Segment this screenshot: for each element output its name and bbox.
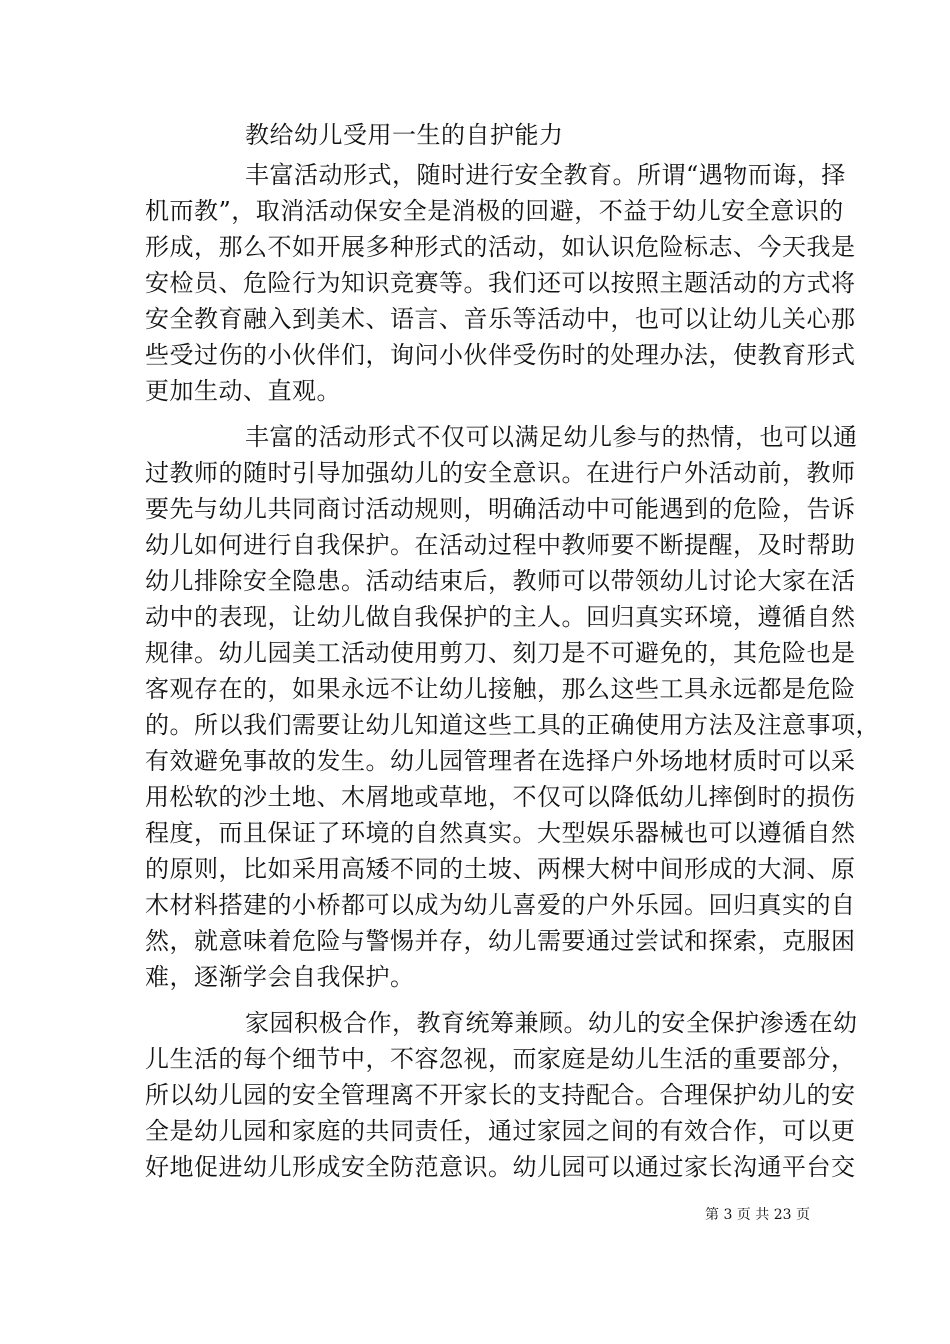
paragraph-2-line-4: 幼儿如何进行自我保护。在活动过程中教师要不断提醒，及时帮助	[145, 531, 856, 559]
paragraph-2-line-8: 客观存在的，如果永远不让幼儿接触，那么这些工具永远都是危险	[145, 675, 856, 703]
paragraph-2-line-7: 规律。幼儿园美工活动使用剪刀、刻刀是不可避免的，其危险也是	[145, 639, 856, 667]
paragraph-1-line-4: 安检员、危险行为知识竞赛等。我们还可以按照主题活动的方式将	[145, 269, 856, 297]
paragraph-2-line-11: 用松软的沙土地、木屑地或草地，不仅可以降低幼儿摔倒时的损伤	[145, 783, 856, 811]
paragraph-2-line-15: 然，就意味着危险与警惕并存，幼儿需要通过尝试和探索，克服困	[145, 927, 856, 955]
paragraph-2-line-5: 幼儿排除安全隐患。活动结束后，教师可以带领幼儿讨论大家在活	[145, 567, 856, 595]
paragraph-2-line-3: 要先与幼儿共同商讨活动规则，明确活动中可能遇到的危险，告诉	[145, 495, 856, 523]
page-number: 第 3 页 共 23 页	[705, 1207, 810, 1223]
paragraph-2-line-16: 难，逐渐学会自我保护。	[145, 963, 415, 991]
section-heading: 教给幼儿受用一生的自护能力	[245, 121, 564, 149]
paragraph-2-line-12: 程度，而且保证了环境的自然真实。大型娱乐器械也可以遵循自然	[145, 819, 856, 847]
paragraph-3-line-1: 家园积极合作，教育统筹兼顾。幼儿的安全保护渗透在幼	[245, 1009, 858, 1037]
paragraph-1-line-1: 丰富活动形式，随时进行安全教育。所谓“遇物而诲，择	[245, 161, 846, 189]
paragraph-1-line-7: 更加生动、直观。	[145, 377, 341, 405]
paragraph-3-line-5: 好地促进幼儿形成安全防范意识。幼儿园可以通过家长沟通平台交	[145, 1153, 856, 1181]
paragraph-3-line-3: 所以幼儿园的安全管理离不开家长的支持配合。合理保护幼儿的安	[145, 1081, 856, 1109]
paragraph-3-line-2: 儿生活的每个细节中，不容忽视，而家庭是幼儿生活的重要部分，	[145, 1045, 856, 1073]
paragraph-1-line-3: 形成，那么不如开展多种形式的活动，如认识危险标志、今天我是	[145, 233, 856, 261]
paragraph-1-line-6: 些受过伤的小伙伴们，询问小伙伴受伤时的处理办法，使教育形式	[145, 341, 856, 369]
paragraph-1-line-2: 机而教”，取消活动保安全是消极的回避，不益于幼儿安全意识的	[145, 197, 844, 225]
paragraph-2-line-2: 过教师的随时引导加强幼儿的安全意识。在进行户外活动前，教师	[145, 459, 856, 487]
paragraph-2-line-1: 丰富的活动形式不仅可以满足幼儿参与的热情，也可以通	[245, 423, 858, 451]
paragraph-2-line-9: 的。所以我们需要让幼儿知道这些工具的正确使用方法及注意事项，	[145, 711, 880, 739]
paragraph-1-line-5: 安全教育融入到美术、语言、音乐等活动中，也可以让幼儿关心那	[145, 305, 856, 333]
paragraph-2-line-6: 动中的表现，让幼儿做自我保护的主人。回归真实环境，遵循自然	[145, 603, 856, 631]
paragraph-2-line-10: 有效避免事故的发生。幼儿园管理者在选择户外场地材质时可以采	[145, 747, 856, 775]
paragraph-2-line-13: 的原则，比如采用高矮不同的土坡、两棵大树中间形成的大洞、原	[145, 855, 856, 883]
paragraph-3-line-4: 全是幼儿园和家庭的共同责任，通过家园之间的有效合作，可以更	[145, 1117, 856, 1145]
paragraph-2-line-14: 木材料搭建的小桥都可以成为幼儿喜爱的户外乐园。回归真实的自	[145, 891, 856, 919]
